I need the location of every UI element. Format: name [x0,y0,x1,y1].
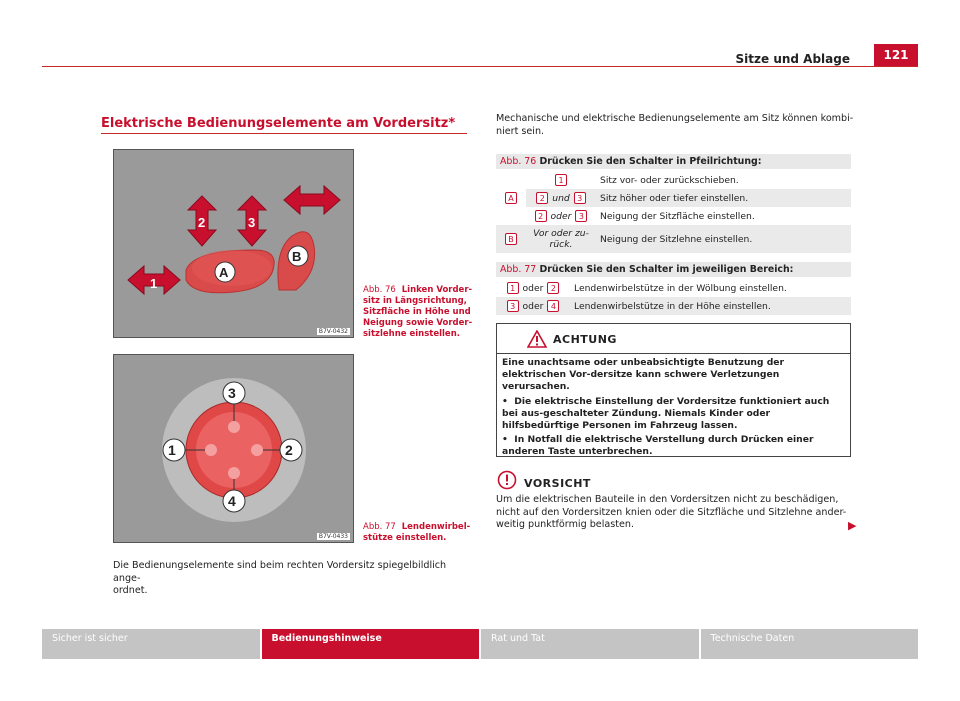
footer-nav [42,629,918,659]
table2-title: Abb. 77 Drücken Sie den Schalter im jeweiligen Bereich: [496,262,851,277]
lumbar-marker-3: 3 [228,385,236,401]
mirror-note: Die Bedienungselemente sind beim rechten Vordersitz spiegelbildlich ange- ordnet. [113,560,447,596]
figure-lumbar-control [113,354,354,543]
figure-code: B7V-0432 [318,328,348,335]
marker-1: 1 [150,276,158,291]
lumbar-marker-2: 2 [285,442,293,458]
footer-tab-bedienungshinweise[interactable]: Bedienungshinweise [262,629,480,659]
figure-seat-controls [113,149,354,338]
table-row: B Vor oder zu- rück. Neigung der Sitzlehne einstellen. [496,225,851,253]
table-lumbar-functions [496,279,851,315]
page-number: 121 [874,44,918,67]
footer-tab-rat-und-tat[interactable]: Rat und Tat [481,629,699,659]
key-a: A [505,192,517,204]
continue-arrow-icon: ▶ [848,519,857,532]
footer-tab-sicher[interactable]: Sicher ist sicher [42,629,260,659]
running-header-title: Sitze und Ablage [735,52,850,66]
table-row: 3 oder 4 Lendenwirbelstütze in der Höhe einstellen. [496,297,851,315]
warning-header [497,324,850,354]
warning-box [496,323,851,457]
header-rule [42,66,918,67]
figure1-caption: Abb. 76 Linken Vorder- sitz in Längsrichtung, Sitzfläche in Höhe und Neigung sowie Vorder- sitzlehne einstellen. [363,285,473,339]
footer-tab-technische-daten[interactable]: Technische Daten [701,629,919,659]
seat-controls-illustration [114,150,354,338]
marker-b: B [292,249,302,264]
lumbar-marker-1: 1 [168,442,176,458]
caution-icon [497,470,517,490]
table-row: 2 oder 3 Neigung der Sitzfläche einstellen. [496,207,851,225]
warning-title: ACHTUNG [553,333,617,346]
note-title: VORSICHT [524,477,591,490]
marker-a: A [219,265,229,280]
note-text: Um die elektrischen Bauteile in den Vordersitzen nicht zu beschädigen, nicht auf den Vordersitzen knien oder die Sitzfläche und Sitzlehne ander- weitig punktförmig belasten. [496,494,847,530]
section-rule [101,133,467,134]
figure-code: B7V-0433 [318,533,348,540]
lumbar-marker-4: 4 [228,493,236,509]
key-b: B [505,233,517,245]
marker-2: 2 [198,215,206,230]
table-seat-functions [496,171,851,253]
intro-text: Mechanische und elektrische Bedienungselemente am Sitz können kombi- niert sein. [496,113,854,137]
lumbar-control-illustration [114,355,354,543]
table-row: 2 und 3 Sitz höher oder tiefer einstellen. [496,189,851,207]
table-row: 1 oder 2 Lendenwirbelstütze in der Wölbung einstellen. [496,279,851,297]
table1-title: Abb. 76 Drücken Sie den Schalter in Pfeilrichtung: [496,154,851,169]
section-title: Elektrische Bedienungselemente am Vordersitz* [101,116,456,131]
marker-3: 3 [248,215,256,230]
warning-triangle-icon [527,330,547,348]
figure2-caption: Abb. 77 Lendenwirbel- stütze einstellen. [363,522,471,543]
table-row: A 1 Sitz vor- oder zurückschieben. [496,171,851,189]
warning-body: Eine unachtsame oder unbeabsichtigte Benutzung der elektrischen Vor-dersitze kann schwere Verletzungen verursachen. • Die elektrische Einstellung der Vordersitze funktioniert auch bei aus-geschalteter Zündung. Niemals Kinder oder hilfsbedürftige Personen im Fahrzeug lassen. • In Notfall die elektrische Verstellung durch Drücken einer anderen Taste unterbrechen. [502,357,830,458]
